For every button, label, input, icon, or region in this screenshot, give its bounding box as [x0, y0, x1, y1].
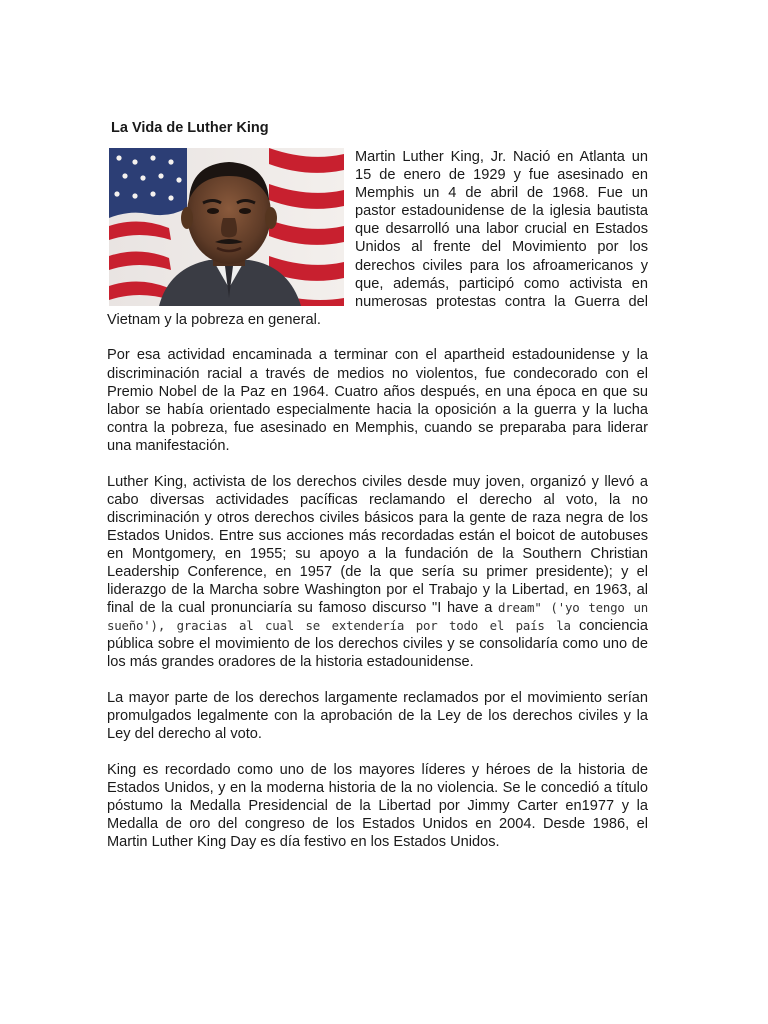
paragraph-nobel: Por esa actividad encaminada a terminar con el apartheid estadounidense y la discriminación racial a través de medios no violentos, fue condecorado con el Premio Nobel de la Paz en 1964. Cuatro años después, en una época en que su labor se había orientado especialmente hacia la oposición a la guerra y la lucha contra la pobreza, fue asesinado en Memphis, cuando se preparaba para liderar una manifestación.	[107, 347, 648, 454]
paragraph-intro: Martin Luther King, Jr. Nació en Atlanta un 15 de enero de 1929 y fue asesinado en Memphis un 4 de abril de 1968. Fue un pastor estadounidense de la iglesia bautista que desarrolló una labor crucial en Estados Unidos al frente del Movimiento por los derechos civiles para los afroamericanos y que, además, participó como activista en numerosas protestas contra la Guerra del Vietnam y la pobreza en general.	[107, 149, 648, 328]
paragraph-activism-part2: dream" ('yo tengo un sueño'), gracias al cual se extendería por todo el país la	[107, 600, 648, 634]
paragraph-activism	[107, 473, 648, 672]
paragraph-activism-part1: Luther King, activista de los derechos civiles desde muy joven, organizó y llevó a cabo diversas actividades pacíficas reclamando el derecho al voto, la no discriminación y otros derechos civiles básicos para la gente de raza negra de los Estados Unidos. Entre sus acciones más recordadas están el boicot de autobuses en Montgomery, en 1955; su apoyo a la fundación de la Southern Christian Leadership Conference, en 1957 (de la que sería su primer presidente); y el liderazgo de la Marcha sobre Washington por el Trabajo y la Libertad, en 1963, al final de la cual pronunciaría su famoso discurso "I have a	[107, 473, 648, 617]
paragraph-activism-part3: conciencia pública sobre el movimiento de los derechos civiles y se consolidaría como uno de los más grandes oradores de la historia estadounidense.	[107, 618, 648, 671]
paragraph-legacy: King es recordado como uno de los mayores líderes y héroes de la historia de Estados Unidos, y en la moderna historia de la no violencia. Se le concedió a título póstumo la Medalla Presidencial de la Libertad por Jimmy Carter en1977 y la Medalla de oro del congreso de los Estados Unidos en 2004. Desde 1986, el Martin Luther King Day es día festivo en los Estados Unidos.	[107, 761, 648, 851]
document-title: La Vida de Luther King	[111, 120, 269, 136]
portrait-image	[109, 148, 344, 306]
paragraph-laws: La mayor parte de los derechos largamente reclamados por el movimiento serían promulgados legalmente con la aprobación de la Ley de los derechos civiles y la Ley del derecho al voto.	[107, 690, 648, 743]
document-body	[107, 148, 648, 869]
